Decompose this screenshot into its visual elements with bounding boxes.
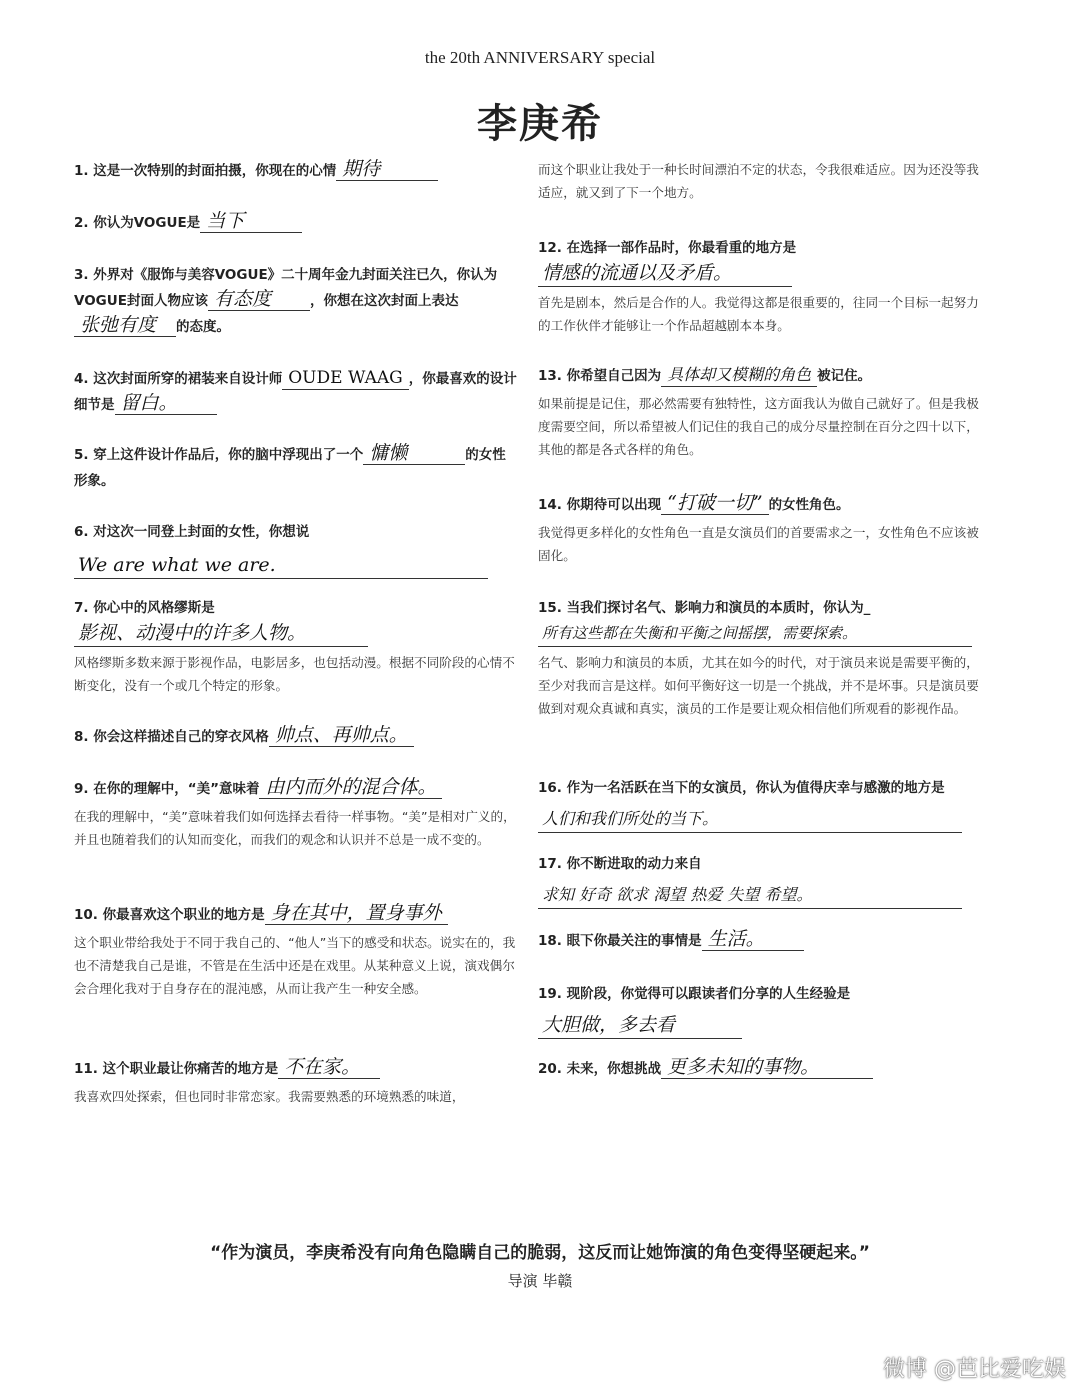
question-3-text: 3. 外界对《服饰与美容VOGUE》二十周年金九封面关注已久，你认为VOGUE封面人物应该 [74, 267, 498, 309]
question-11-text: 11. 这个职业最让你痛苦的地方是 [74, 1061, 279, 1077]
answer-5: 慵懒 [363, 442, 465, 465]
answer-9: 由内而外的混合体。 [259, 776, 442, 799]
question-2 [74, 210, 519, 235]
answer-15: 所有这些都在失衡和平衡之间摇摆，需要探索。 [538, 620, 972, 647]
question-5-post: 的女性形象。 [74, 447, 506, 489]
answer-12: 情感的流通以及矛盾。 [538, 260, 792, 287]
question-2-text: 2. 你认为VOGUE是 [74, 215, 201, 231]
answer-13-body: 如果前提是记住，那必然需要有独特性，这方面我认为做自己就好了。但是我极度需要空间，所以希望被人们记住的我自己的成分尽量控制在百分之四十以下，其他的都是各式各样的角色。 [538, 396, 979, 457]
answer-15-body: 名气、影响力和演员的本质，尤其在如今的时代，对于演员来说是需要平衡的，至少对我而言是这样。如何平衡好这一切是一个挑战，并不是坏事。只是演员要做到对观众真诚和真实，演员的工作是要让观众相信他们所观看的影视作品。 [538, 655, 979, 716]
answer-8: 帅点、再帅点。 [269, 724, 414, 747]
answer-16: 人们和我们所处的当下。 [538, 806, 962, 833]
question-18-text: 18. 眼下你最关注的事情是 [538, 933, 702, 949]
answer-6: We are what we are. [74, 552, 488, 579]
answer-11-body: 我喜欢四处探索，但也同时非常恋家。我需要熟悉的环境熟悉的味道， [74, 1089, 465, 1104]
question-9 [74, 776, 519, 851]
question-9-text: 9. 在你的理解中，“美”意味着 [74, 781, 260, 797]
question-20-text: 20. 未来，你想挑战 [538, 1061, 662, 1077]
answer-11: 不在家。 [278, 1056, 380, 1079]
question-15-text: 15. 当我们探讨名气、影响力和演员的本质时，你认为_ [538, 600, 871, 616]
answer-9-body: 在我的理解中，“美”意味着我们如何选择去看待一样事物。“美”是相对广义的，并且也随着我们的认知而变化，而我们的观念和认识并不总是一成不变的。 [74, 809, 516, 847]
question-11 [74, 1056, 519, 1108]
answer-4a: OUDE WAAG [282, 367, 408, 390]
answer-12-body: 首先是剧本，然后是合作的人。我觉得这都是很重要的，往同一个目标一起努力的工作伙伴才能够让一个作品超越剧本本身。 [538, 295, 979, 333]
answer-14-body: 我觉得更多样化的女性角色一直是女演员们的首要需求之一，女性角色不应该被固化。 [538, 525, 979, 563]
question-1 [74, 158, 519, 183]
question-7-text: 7. 你心中的风格缪斯是 [74, 600, 215, 616]
question-3-post: 的态度。 [176, 319, 230, 335]
question-6-text: 6. 对这次一同登上封面的女性，你想说 [74, 524, 310, 540]
answer-18: 生活。 [702, 928, 804, 951]
question-5-text: 5. 穿上这件设计作品后，你的脑中浮现出了一个 [74, 447, 364, 463]
answer-1: 期待 [336, 158, 438, 181]
answer-11-body-continued: 而这个职业让我处于一种长时间漂泊不定的状态，令我很难适应。因为还没等我适应，就又到了下一个地方。 [538, 162, 979, 200]
question-19-text: 19. 现阶段，你觉得可以跟读者们分享的人生经验是 [538, 986, 851, 1002]
answer-14: “打破一切” [661, 492, 768, 515]
question-4-mid: ，你最喜欢的设计细节是 [74, 371, 517, 413]
question-8 [74, 724, 519, 749]
question-3 [74, 262, 519, 340]
question-17 [538, 852, 983, 909]
question-15 [538, 596, 983, 720]
answer-10: 身在其中，置身事外 [265, 902, 448, 925]
question-19 [538, 982, 983, 1039]
question-5 [74, 442, 519, 494]
answer-13: 具体却又模糊的角色 [661, 364, 817, 387]
question-12 [538, 236, 983, 337]
question-1-text: 1. 这是一次特别的封面拍摄，你现在的心情 [74, 163, 337, 179]
answer-4b: 留白。 [115, 392, 217, 415]
question-7 [74, 596, 519, 697]
question-13 [538, 364, 983, 461]
question-17-text: 17. 你不断进取的动力来自 [538, 856, 702, 872]
question-3-mid: ，你想在这次封面上表达 [309, 293, 459, 309]
question-10 [74, 902, 519, 1000]
answer-19: 大胆做，多去看 [538, 1012, 742, 1039]
question-6 [74, 520, 519, 579]
question-4 [74, 366, 519, 418]
page-title: 李庚希 [477, 101, 603, 147]
question-13-text: 13. 你希望自己因为 [538, 368, 662, 384]
answer-7: 影视、动漫中的许多人物。 [74, 620, 368, 647]
director-quote: “作为演员，李庚希没有向角色隐瞒自己的脆弱，这反而让她饰演的角色变得坚硬起来。” [210, 1243, 870, 1263]
answer-3b: 张弛有度 [74, 314, 176, 337]
answer-2: 当下 [200, 210, 302, 233]
weibo-watermark: 微博 @芭比爱吃娱 [883, 1357, 1066, 1382]
question-18 [538, 928, 983, 953]
question-14-text: 14. 你期待可以出现 [538, 497, 662, 513]
answer-10-body: 这个职业带给我处于不同于我自己的、“他人”当下的感受和状态。说实在的，我也不清楚我自己是谁，不管是在生活中还是在戏里。从某种意义上说，演戏偶尔会合理化我对于自身存在的混沌感，从而让我产生一种安全感。 [74, 935, 516, 996]
question-13-post: 被记住。 [817, 368, 872, 384]
question-20 [538, 1056, 983, 1081]
question-16-text: 16. 作为一名活跃在当下的女演员，你认为值得庆幸与感激的地方是 [538, 780, 945, 796]
question-12-text: 12. 在选择一部作品时，你最看重的地方是 [538, 240, 797, 256]
question-14-post: 的女性角色。 [768, 497, 850, 513]
answer-17: 求知 好奇 欲求 渴望 热爱 失望 希望。 [538, 882, 962, 909]
question-10-text: 10. 你最喜欢这个职业的地方是 [74, 907, 265, 923]
question-16 [538, 776, 983, 833]
question-14 [538, 492, 983, 567]
question-11-continued [538, 158, 983, 204]
quote-source: 导演 毕赣 [507, 1272, 573, 1290]
answer-7-body: 风格缪斯多数来源于影视作品，电影居多，也包括动漫。根据不同阶段的心情不断变化，没有一个或几个特定的形象。 [74, 655, 515, 693]
answer-20: 更多未知的事物。 [661, 1056, 873, 1079]
question-8-text: 8. 你会这样描述自己的穿衣风格 [74, 729, 269, 745]
answer-3a: 有态度 [208, 288, 310, 311]
question-4-text: 4. 这次封面所穿的裙装来自设计师 [74, 371, 283, 387]
anniversary-header: the 20th ANNIVERSARY special [424, 48, 656, 67]
